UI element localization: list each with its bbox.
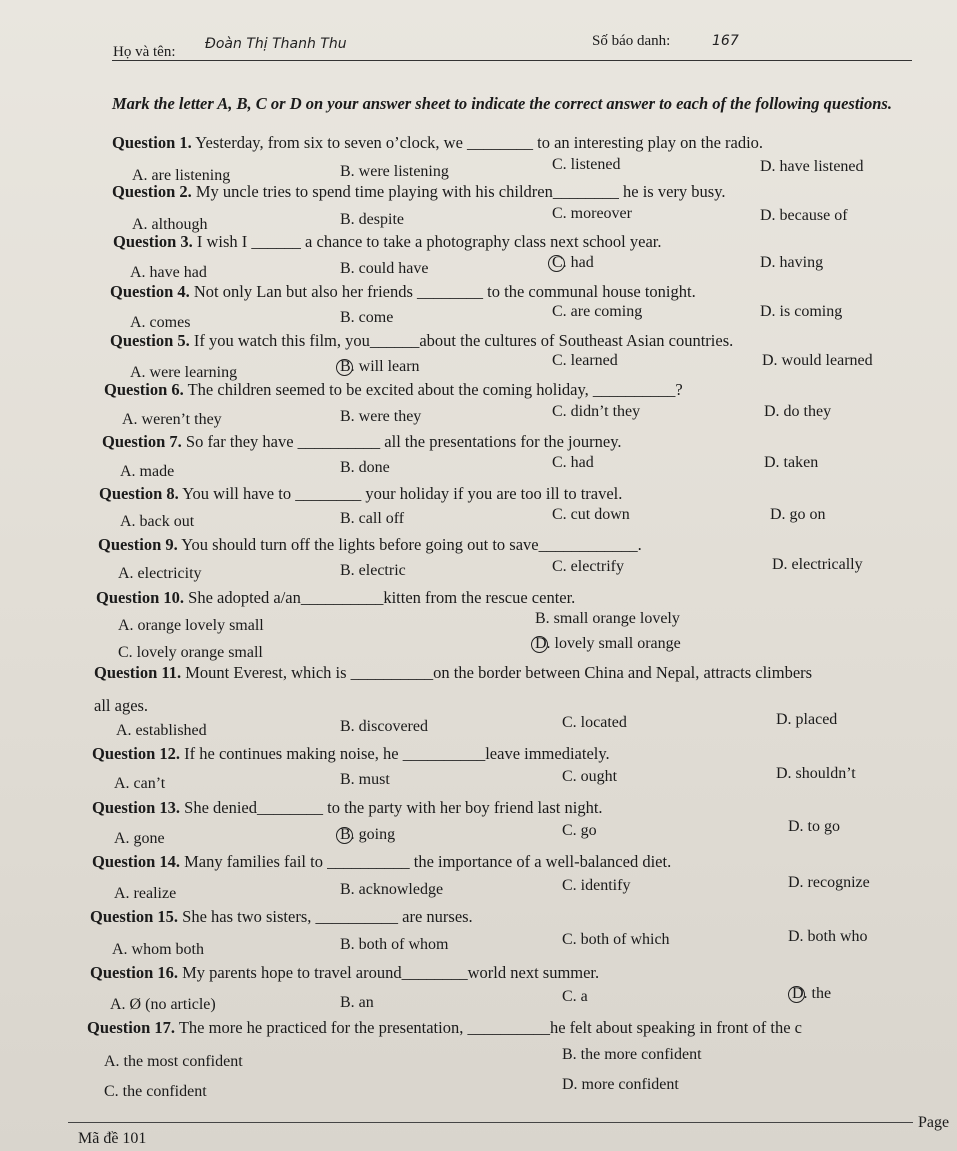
option-c[interactable]: C. the confident (104, 1083, 207, 1100)
option-c[interactable]: C. didn’t they (552, 403, 641, 420)
question-number: Question 11. (94, 663, 182, 682)
question-stem: I wish I ______ a chance to take a photography class next school year. (196, 232, 662, 251)
question-14 (92, 852, 671, 872)
question-stem: If he continues making noise, he __________leave immediately. (184, 744, 610, 763)
id-value: 167 (712, 33, 739, 49)
option-d[interactable]: D. would learned (762, 352, 873, 369)
question-number: Question 15. (90, 907, 179, 926)
question-6 (104, 380, 683, 400)
question-5 (110, 331, 733, 351)
option-d[interactable]: D. have listened (760, 158, 864, 175)
option-b[interactable] (340, 358, 420, 376)
option-d[interactable] (535, 635, 681, 653)
option-a[interactable]: A. gone (114, 830, 165, 847)
option-d[interactable]: D. taken (764, 454, 819, 471)
page-label: Page (918, 1114, 950, 1131)
question-12 (92, 744, 610, 764)
option-a[interactable]: A. are listening (132, 167, 231, 184)
option-b[interactable]: B. were they (340, 408, 422, 425)
question-stem: Not only Lan but also her friends ________ to the communal house tonight. (193, 282, 696, 301)
option-a[interactable]: A. made (120, 463, 175, 480)
option-a[interactable]: A. weren’t they (122, 411, 222, 428)
question-11 (94, 663, 812, 683)
option-b[interactable]: B. the more confident (562, 1046, 702, 1063)
option-b[interactable] (340, 826, 395, 844)
option-b[interactable]: B. small orange lovely (535, 610, 680, 627)
question-17 (87, 1018, 802, 1038)
question-stem: If you watch this film, you______about the cultures of Southeast Asian countries. (193, 331, 734, 350)
option-d[interactable]: D. more confident (562, 1076, 679, 1093)
answer-mark-circle (788, 986, 805, 1003)
question-number: Question 14. (92, 852, 181, 871)
option-d[interactable]: D. having (760, 254, 824, 271)
option-c[interactable]: C. cut down (552, 506, 630, 523)
exam-code: Mã đề 101 (78, 1130, 147, 1147)
option-c[interactable]: C. ought (562, 768, 618, 785)
question-stem: The children seemed to be excited about the coming holiday, __________? (187, 380, 683, 399)
option-a[interactable]: A. realize (114, 885, 177, 902)
option-d[interactable]: D. go on (770, 506, 826, 523)
option-c[interactable]: C. go (562, 822, 597, 839)
question-number: Question 5. (110, 331, 190, 350)
option-a[interactable]: A. the most confident (104, 1053, 243, 1070)
option-c[interactable]: C. identify (562, 877, 631, 894)
option-c[interactable]: C. located (562, 714, 627, 731)
option-b[interactable]: B. electric (340, 562, 406, 579)
option-d[interactable]: D. placed (776, 711, 838, 728)
question-7 (102, 432, 622, 452)
question-stem: She has two sisters, __________ are nurses. (182, 907, 473, 926)
question-2 (112, 182, 726, 202)
question-number: Question 3. (113, 232, 193, 251)
answer-mark-circle (531, 636, 548, 653)
id-label: Số báo danh: (592, 33, 671, 49)
header-rule (112, 60, 912, 61)
option-a[interactable]: A. comes (130, 314, 191, 331)
option-a[interactable]: A. orange lovely small (118, 617, 264, 634)
question-stem: She adopted a/an__________kitten from the rescue center. (188, 588, 576, 607)
footer-rule (68, 1122, 913, 1123)
option-a[interactable]: A. electricity (118, 565, 202, 582)
question-stem: Yesterday, from six to seven o’clock, we ________ to an interesting play on the radio. (195, 133, 764, 152)
option-c[interactable] (552, 254, 594, 272)
answer-mark-circle (548, 255, 565, 272)
question-stem: My parents hope to travel around________world next summer. (182, 963, 600, 982)
question-stem: The more he practiced for the presentation, __________he felt about speaking in front of the c (178, 1018, 802, 1037)
option-d[interactable]: D. do they (764, 403, 832, 420)
question-number: Question 12. (92, 744, 181, 763)
option-c[interactable]: C. electrify (552, 558, 624, 575)
question-1 (112, 133, 763, 153)
name-value: Đoàn Thị Thanh Thu (205, 36, 347, 52)
question-number: Question 13. (92, 798, 181, 817)
option-c[interactable]: C. lovely orange small (118, 644, 263, 661)
option-d[interactable]: D. because of (760, 207, 848, 224)
option-c[interactable]: C. moreover (552, 205, 632, 222)
question-number: Question 2. (112, 182, 192, 201)
option-b[interactable]: B. discovered (340, 718, 428, 735)
question-10 (96, 588, 575, 608)
option-a[interactable]: A. Ø (no article) (110, 996, 216, 1013)
option-d[interactable]: D. shouldn’t (776, 765, 856, 782)
question-8 (99, 484, 622, 504)
question-stem: She denied________ to the party with her boy friend last night. (184, 798, 603, 817)
question-stem-continued: all ages. (94, 696, 149, 715)
option-a[interactable]: A. can’t (114, 775, 166, 792)
question-number: Question 16. (90, 963, 179, 982)
option-a[interactable]: A. established (116, 722, 207, 739)
option-text: C. had (552, 254, 594, 271)
question-13 (92, 798, 603, 818)
name-label: Họ và tên: (113, 44, 176, 60)
option-a[interactable]: A. were learning (130, 364, 238, 381)
question-number: Question 6. (104, 380, 184, 399)
question-16 (90, 963, 599, 983)
option-b[interactable]: B. acknowledge (340, 881, 444, 898)
question-15 (90, 907, 473, 927)
option-d[interactable] (792, 985, 831, 1003)
question-stem: You should turn off the lights before going out to save____________. (181, 535, 642, 554)
option-b[interactable]: B. done (340, 459, 390, 476)
question-3 (113, 232, 662, 252)
option-d[interactable]: D. both who (788, 928, 868, 945)
question-number: Question 1. (112, 133, 192, 152)
option-b[interactable]: B. must (340, 771, 390, 788)
option-b[interactable]: B. come (340, 309, 394, 326)
option-text: B. going (340, 826, 396, 843)
option-a[interactable]: A. have had (130, 264, 207, 281)
option-b[interactable]: B. were listening (340, 163, 449, 180)
option-a[interactable]: A. back out (120, 513, 195, 530)
question-number: Question 9. (98, 535, 178, 554)
option-c[interactable]: C. both of which (562, 931, 670, 948)
question-number: Question 8. (99, 484, 179, 503)
option-d[interactable]: D. recognize (788, 874, 870, 891)
option-b[interactable]: B. an (340, 994, 374, 1011)
option-b[interactable]: B. despite (340, 211, 404, 228)
option-c[interactable]: C. listened (552, 156, 621, 173)
option-a[interactable]: A. whom both (112, 941, 204, 958)
answer-mark-circle (336, 827, 353, 844)
option-d[interactable]: D. to go (788, 818, 840, 835)
option-d[interactable]: D. electrically (772, 556, 863, 573)
question-number: Question 17. (87, 1018, 176, 1037)
option-b[interactable]: B. both of whom (340, 936, 449, 953)
option-b[interactable]: B. could have (340, 260, 429, 277)
question-9 (98, 535, 642, 555)
option-a[interactable]: A. although (132, 216, 208, 233)
question-stem: My uncle tries to spend time playing with his children________ he is very busy. (195, 182, 726, 201)
answer-mark-circle (336, 359, 353, 376)
question-number: Question 4. (110, 282, 190, 301)
option-c[interactable]: C. are coming (552, 303, 643, 320)
question-number: Question 7. (102, 432, 182, 451)
question-stem: You will have to ________ your holiday if you are too ill to travel. (182, 484, 623, 503)
question-stem: Mount Everest, which is __________on the border between China and Nepal, attracts climbers (185, 663, 813, 682)
option-c[interactable]: C. had (552, 454, 594, 471)
question-stem: Many families fail to __________ the importance of a well-balanced diet. (184, 852, 672, 871)
question-number: Question 10. (96, 588, 185, 607)
question-stem: So far they have __________ all the presentations for the journey. (185, 432, 622, 451)
option-d[interactable]: D. is coming (760, 303, 843, 320)
option-text: D. the (792, 985, 832, 1002)
instructions: Mark the letter A, B, C or D on your answer sheet to indicate the correct answer to each of the following questions. (112, 94, 892, 113)
option-c[interactable]: C. a (562, 988, 588, 1005)
option-c[interactable]: C. learned (552, 352, 618, 369)
option-text: B. will learn (340, 358, 420, 375)
option-text: D. lovely small orange (535, 635, 681, 652)
option-b[interactable]: B. call off (340, 510, 405, 527)
question-4 (110, 282, 696, 302)
